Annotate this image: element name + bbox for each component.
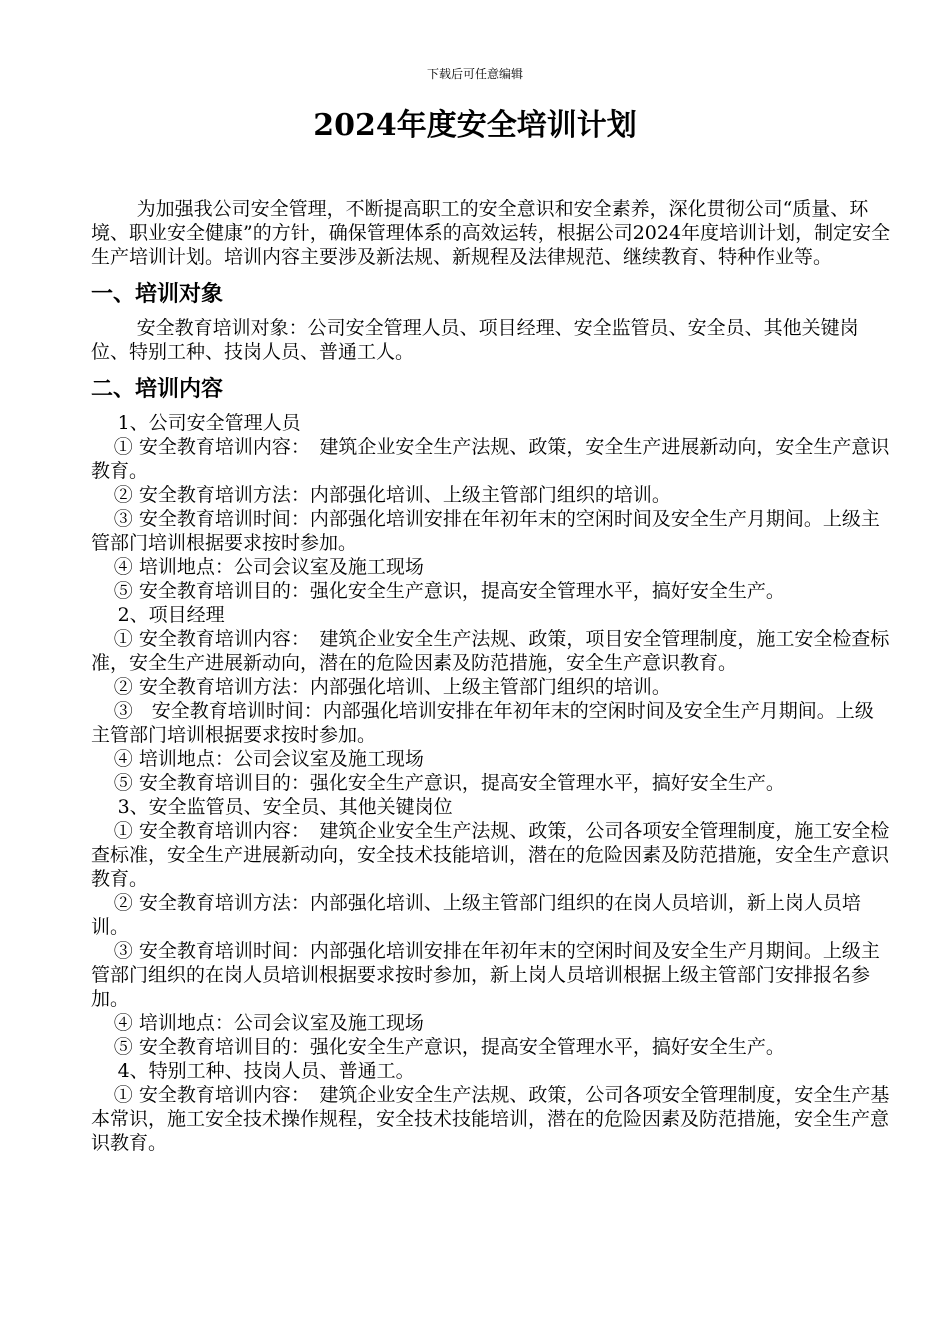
group-item: ⑤ 安全教育培训目的：强化安全生产意识，提高安全管理水平，搞好安全生产。 xyxy=(113,580,785,602)
group-item: ⑤ 安全教育培训目的：强化安全生产意识，提高安全管理水平，搞好安全生产。 xyxy=(113,772,785,794)
group-item: ① 安全教育培训内容： 建筑企业安全生产法规、政策，公司各项安全管理制度，施工安全检查标准，安全生产进展新动向，安全技术技能培训，潜在的危险因素及防范措施，安全生产意识教育。 xyxy=(91,820,890,890)
group-item: ③ 安全教育培训时间：内部强化培训安排在年初年末的空闲时间及安全生产月期间。上级主管部门培训根据要求按时参加。 xyxy=(91,700,874,746)
group-3 xyxy=(91,795,891,1059)
group-title: 1、公司安全管理人员 xyxy=(117,412,301,434)
group-item: ③ 安全教育培训时间：内部强化培训安排在年初年末的空闲时间及安全生产月期间。上级主管部门培训根据要求按时参加。 xyxy=(91,508,880,554)
section-heading-targets: 一、培训对象 xyxy=(91,281,224,307)
group-title: 4、特别工种、技岗人员、普通工。 xyxy=(117,1060,415,1082)
targets-paragraph: 安全教育培训对象：公司安全管理人员、项目经理、安全监管员、安全员、其他关键岗位、特别工种、技岗人员、普通工人。 xyxy=(91,317,859,363)
group-item: ④ 培训地点：公司会议室及施工现场 xyxy=(113,556,424,578)
document-body xyxy=(91,197,891,1155)
group-item: ② 安全教育培训方法：内部强化培训、上级主管部门组织的培训。 xyxy=(113,484,671,506)
section-heading-content: 二、培训内容 xyxy=(91,376,224,402)
group-4 xyxy=(91,1059,891,1155)
document-title: 2024年度安全培训计划 xyxy=(313,108,637,143)
group-item: ① 安全教育培训内容： 建筑企业安全生产法规、政策，安全生产进展新动向，安全生产意识教育。 xyxy=(91,436,890,482)
group-title: 3、安全监管员、安全员、其他关键岗位 xyxy=(117,796,453,818)
group-item: ④ 培训地点：公司会议室及施工现场 xyxy=(113,1012,424,1034)
group-item: ② 安全教育培训方法：内部强化培训、上级主管部门组织的在岗人员培训，新上岗人员培训。 xyxy=(91,892,861,938)
group-title: 2、项目经理 xyxy=(117,604,225,626)
group-1 xyxy=(91,411,891,603)
intro-paragraph: 为加强我公司安全管理，不断提高职工的安全意识和安全素养，深化贯彻公司“质量、环境、职业安全健康”的方针，确保管理体系的高效运转，根据公司2024年度培训计划，制定安全生产培训计划。培训内容主要涉及新法规、新规程及法律规范、继续教育、特种作业等。 xyxy=(91,198,891,268)
group-item: ② 安全教育培训方法：内部强化培训、上级主管部门组织的培训。 xyxy=(113,676,671,698)
group-2 xyxy=(91,603,891,795)
group-item: ④ 培训地点：公司会议室及施工现场 xyxy=(113,748,424,770)
group-item: ① 安全教育培训内容： 建筑企业安全生产法规、政策，项目安全管理制度，施工安全检查标准，安全生产进展新动向，潜在的危险因素及防范措施，安全生产意识教育。 xyxy=(91,628,890,674)
group-item: ① 安全教育培训内容： 建筑企业安全生产法规、政策，公司各项安全管理制度，安全生产基本常识，施工安全技术操作规程，安全技术技能培训，潜在的危险因素及防范措施，安全生产意识教育。 xyxy=(91,1084,890,1154)
group-item: ③ 安全教育培训时间：内部强化培训安排在年初年末的空闲时间及安全生产月期间。上级主管部门组织的在岗人员培训根据要求按时参加，新上岗人员培训根据上级主管部门安排报名参加。 xyxy=(91,940,880,1010)
header-note: 下载后可任意编辑 xyxy=(426,67,523,81)
group-item: ⑤ 安全教育培训目的：强化安全生产意识，提高安全管理水平，搞好安全生产。 xyxy=(113,1036,785,1058)
